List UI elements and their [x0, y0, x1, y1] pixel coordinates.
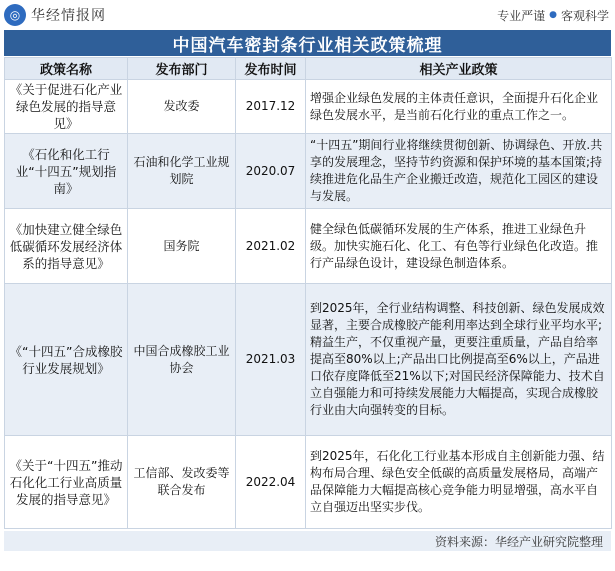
separator-dot: ● — [549, 10, 557, 20]
date-cell: 2020.07 — [236, 134, 306, 209]
page-title: 中国汽车密封条行业相关政策梳理 — [4, 30, 611, 56]
slogan-2: 客观科学 — [560, 8, 609, 23]
column-header-date: 发布时间 — [236, 58, 306, 80]
top-bar — [0, 0, 615, 30]
column-header-policy: 相关产业政策 — [306, 58, 612, 80]
policy-name-cell: 《关于促进石化产业绿色发展的指导意见》 — [5, 80, 128, 134]
policy-name-cell: 《关于“十四五”推动石化化工行业高质量发展的指导意见》 — [5, 436, 128, 529]
department-cell: 石油和化学工业规划院 — [128, 134, 236, 209]
department-cell: 国务院 — [128, 209, 236, 284]
source-note: 资料来源：华经产业研究院整理 — [4, 531, 611, 551]
date-cell: 2021.02 — [236, 209, 306, 284]
date-cell: 2021.03 — [236, 284, 306, 436]
policy-content-cell: “十四五”期间行业将继续贯彻创新、协调绿色、开放.共享的发展理念，坚持节约资源和保护环境的基本国策;持续推进危化品生产企业搬迁改造，规范化工园区的建设与发展。 — [306, 134, 612, 209]
date-cell: 2022.04 — [236, 436, 306, 529]
department-cell: 发改委 — [128, 80, 236, 134]
department-cell: 工信部、发改委等联合发布 — [128, 436, 236, 529]
table-row — [5, 80, 612, 134]
policy-name-cell: 《加快建立健全绿色低碳循环发展经济体系的指导意见》 — [5, 209, 128, 284]
policy-name-cell: 《石化和化工行业“十四五”规划指南》 — [5, 134, 128, 209]
column-header-dept: 发布部门 — [128, 58, 236, 80]
policy-name-cell: 《“十四五”合成橡胶行业发展规划》 — [5, 284, 128, 436]
policy-content-cell: 增强企业绿色发展的主体责任意识，全面提升石化企业绿色发展水平，是当前石化行业的重点工作之一。 — [306, 80, 612, 134]
table-row — [5, 436, 612, 529]
policy-content-cell: 健全绿色低碳循环发展的生产体系，推进工业绿色升级。加快实施石化、化工、有色等行业绿色化改造。推行产品绿色设计，建设绿色制造体系。 — [306, 209, 612, 284]
table-row — [5, 209, 612, 284]
policy-table — [4, 57, 612, 529]
tagline — [497, 7, 609, 24]
table-header-row — [5, 58, 612, 80]
table-row — [5, 284, 612, 436]
table-row — [5, 134, 612, 209]
brand — [4, 4, 106, 26]
department-cell: 中国合成橡胶工业协会 — [128, 284, 236, 436]
column-header-name: 政策名称 — [5, 58, 128, 80]
date-cell: 2017.12 — [236, 80, 306, 134]
slogan-1: 专业严谨 — [497, 8, 546, 23]
policy-content-cell: 到2025年，全行业结构调整、科技创新、绿色发展成效显著，主要合成橡胶产能利用率达到全球行业平均水平;精益生产，不仅重视产量，更要注重质量，产品自给率提高至80%以上;产品出口比例提高至6%以上，产品进口依存度降低至21%以下;对国民经济保障能力、技术自立自强能力和可持续发展能力大幅提高，实现合成橡胶行业由大向强转变的目标。 — [306, 284, 612, 436]
brand-logo-icon: ◎ — [4, 4, 26, 26]
policy-content-cell: 到2025年，石化化工行业基本形成自主创新能力强、结构布局合理、绿色安全低碳的高质量发展格局，高端产品保障能力大幅提高核心竞争能力明显增强，高水平自立自强迈出坚实步伐。 — [306, 436, 612, 529]
brand-name: 华经情报网 — [31, 8, 106, 24]
